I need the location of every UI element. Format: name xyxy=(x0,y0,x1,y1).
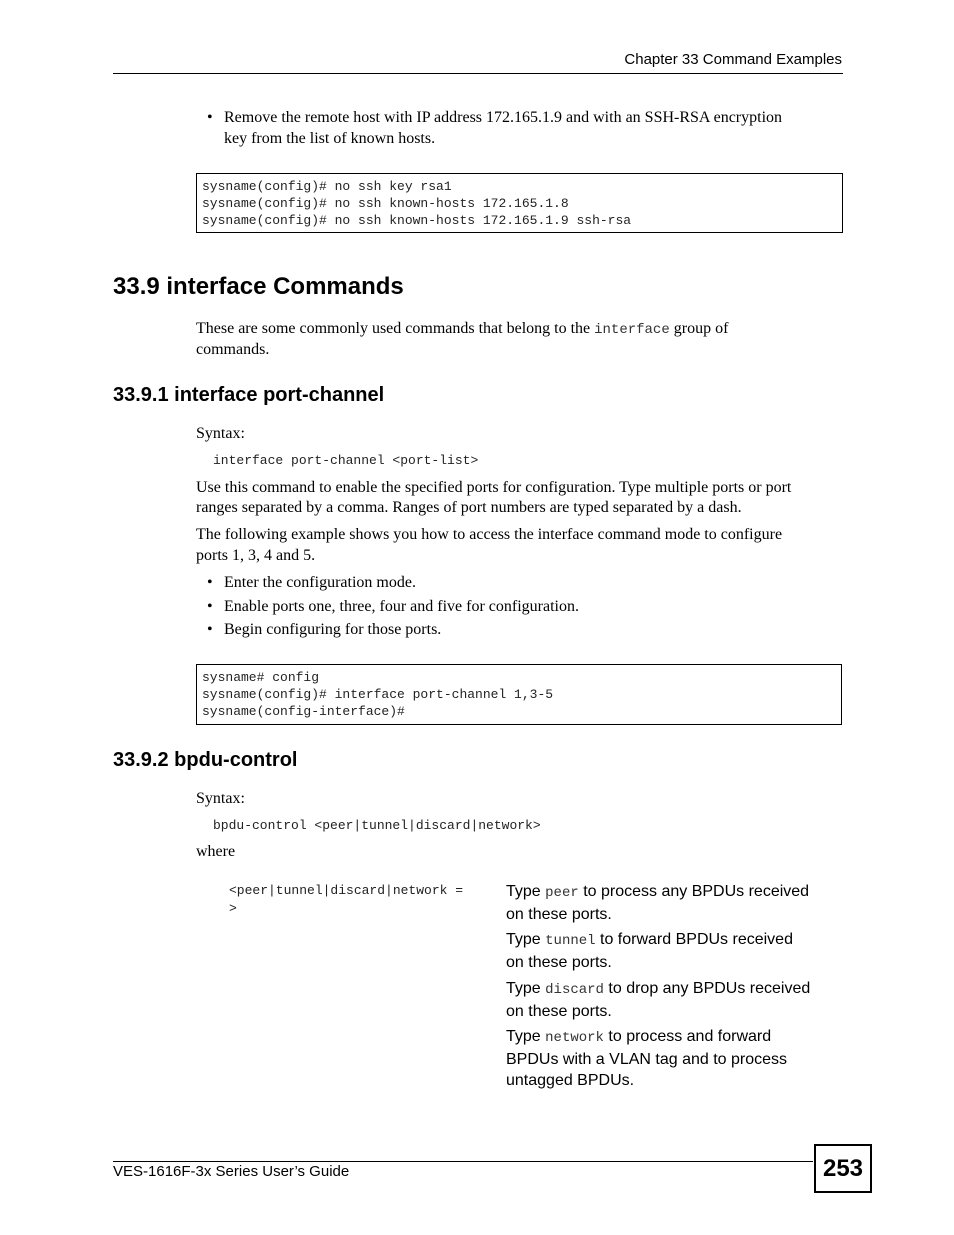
parameter-description xyxy=(506,881,809,925)
code-line: sysname(config-interface)# xyxy=(202,704,405,719)
code-line: sysname(config)# no ssh known-hosts 172.165.1.8 xyxy=(202,196,569,211)
bullet-glyph: • xyxy=(207,621,213,638)
parameter-name-cont: > xyxy=(229,901,237,916)
parameter-description xyxy=(506,978,810,1022)
bullet-glyph: • xyxy=(207,109,213,126)
code-line: sysname# config xyxy=(202,670,320,685)
desc-text: Type xyxy=(506,1028,546,1045)
syntax-label: Syntax: xyxy=(196,425,245,442)
desc-text: Type xyxy=(506,980,546,997)
footer-rule xyxy=(113,1161,813,1162)
section-heading-33-9: 33.9 interface Commands xyxy=(113,273,404,300)
desc-text: Type xyxy=(506,931,546,948)
header-rule xyxy=(113,73,843,74)
bullet-glyph: • xyxy=(207,574,213,591)
bullet-text: Enter the configuration mode. xyxy=(224,574,416,591)
desc-text: to drop any BPDUs received xyxy=(603,980,811,997)
code-block-ssh xyxy=(196,173,843,233)
bullet-glyph: • xyxy=(207,598,213,615)
parameter-name: <peer|tunnel|discard|network = xyxy=(229,883,464,898)
bullet-text: Remove the remote host with IP address 172.165.1.9 and with an SSH-RSA encryption xyxy=(224,109,783,126)
desc-text: on these ports. xyxy=(506,1003,612,1020)
intro-paragraph xyxy=(196,318,728,341)
parameter-description xyxy=(506,929,793,973)
inline-code: peer xyxy=(545,885,579,901)
example-line: The following example shows you how to access the interface command mode to configure xyxy=(196,526,783,543)
inline-code: discard xyxy=(545,982,604,998)
inline-code: tunnel xyxy=(545,933,596,949)
bullet-text: Begin configuring for those ports. xyxy=(224,621,442,638)
section-heading-33-9-2: 33.9.2 bpdu-control xyxy=(113,749,298,771)
desc-text: untagged BPDUs. xyxy=(506,1072,635,1089)
syntax-code: bpdu-control <peer|tunnel|discard|network> xyxy=(213,818,541,833)
inline-code: network xyxy=(545,1030,604,1046)
intro-text: These are some commonly used commands that belong to the xyxy=(196,320,595,337)
example-line: ports 1, 3, 4 and 5. xyxy=(196,547,316,564)
code-block-port-channel xyxy=(196,664,842,725)
syntax-code: interface port-channel <port-list> xyxy=(213,453,479,468)
section-heading-33-9-1: 33.9.1 interface port-channel xyxy=(113,384,385,406)
where-label: where xyxy=(196,843,236,860)
desc-text: to process any BPDUs received xyxy=(578,883,810,900)
page-number: 253 xyxy=(814,1144,872,1193)
intro-text: group of xyxy=(669,320,729,337)
running-header: Chapter 33 Command Examples xyxy=(624,51,842,68)
desc-text: on these ports. xyxy=(506,906,612,923)
code-line: sysname(config)# no ssh key rsa1 xyxy=(202,179,452,194)
desc-text: to forward BPDUs received xyxy=(595,931,793,948)
code-line: sysname(config)# interface port-channel 1,3-5 xyxy=(202,687,554,702)
bullet-text-cont: key from the list of known hosts. xyxy=(224,130,436,147)
parameter-description xyxy=(506,1026,787,1091)
code-line: sysname(config)# no ssh known-hosts 172.165.1.9 ssh-rsa xyxy=(202,213,632,228)
intro-paragraph-line2: commands. xyxy=(196,341,270,358)
desc-text: Type xyxy=(506,883,546,900)
inline-code: interface xyxy=(594,322,670,338)
description-line: Use this command to enable the specified ports for configuration. Type multiple ports or port xyxy=(196,479,792,496)
syntax-label: Syntax: xyxy=(196,790,245,807)
desc-text: to process and forward xyxy=(603,1028,772,1045)
bullet-text: Enable ports one, three, four and five for configuration. xyxy=(224,598,579,615)
desc-text: BPDUs with a VLAN tag and to process xyxy=(506,1051,788,1068)
footer-guide-title: VES-1616F-3x Series User’s Guide xyxy=(113,1163,350,1180)
desc-text: on these ports. xyxy=(506,954,612,971)
description-line: ranges separated by a comma. Ranges of port numbers are typed separated by a dash. xyxy=(196,499,742,516)
